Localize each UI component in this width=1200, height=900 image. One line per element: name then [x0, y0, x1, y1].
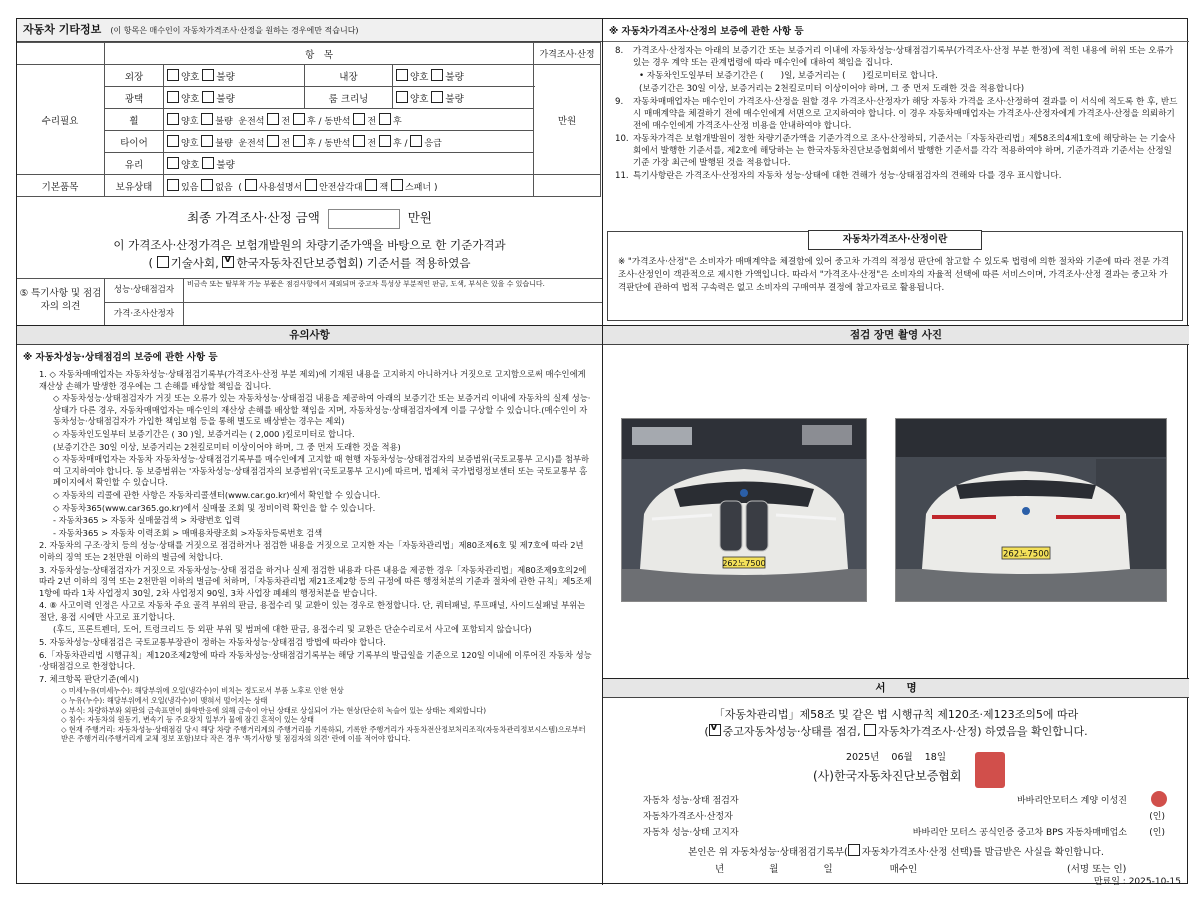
- rear-slash-text: 후 /: [306, 138, 322, 149]
- wheel-pass-front-checkbox[interactable]: [353, 113, 365, 125]
- notice-line: (보증기간은 30일 이상, 보증거리는 2천킬로미터 이상이어야 하며, 그 중 먼저 도래한 것을 적용): [53, 441, 401, 452]
- signature-rows: [603, 793, 1189, 841]
- buyer-sign: (서명 또는 인): [1067, 864, 1127, 875]
- criteria-line: ◇ 미세누유(미세누수): 해당부위에 오일(냉각수)이 비치는 정도로서 부품 노후로 인한 현상: [61, 686, 344, 696]
- item-text: 자동차매매업자는 매수인이 가격조사·산정을 원할 경우 가격조사·산정자가 해당 자동차 가격을 조사·산정하여 결과를 이 서식에 적도록 한 후, 반드시 매매계약을 체결하기 전에 매수인에게 서면으로 고지하여야 합니다. 이 경우 자동차매매업자는 가격조사·산정자에게 가격조사·산정을 의뢰하기 전에 매수인에게 가격조사·산정 비용을 안내하여야 합니다.: [633, 97, 1178, 131]
- notice-lines: [17, 367, 602, 744]
- buyer-label: 매수인: [889, 864, 918, 875]
- wheel-label: 휠: [105, 109, 164, 131]
- repair-label: 수리필요: [17, 65, 105, 175]
- signature-org: (사)한국자동차진단보증협회: [813, 769, 962, 783]
- signature-date: [603, 749, 1189, 763]
- receipt-appraisal-checkbox[interactable]: [848, 844, 860, 856]
- rear-slash-text: 후 /: [306, 116, 322, 127]
- wheel-good-checkbox[interactable]: [167, 113, 179, 125]
- signature-line2: [603, 723, 1189, 739]
- good-text: 양호: [181, 116, 199, 127]
- emergency-text: 응급: [424, 138, 442, 149]
- sign-day: 18일: [924, 752, 947, 763]
- tire-driver-front-checkbox[interactable]: [267, 135, 279, 147]
- tire-emergency-checkbox[interactable]: [410, 135, 422, 147]
- appraiser-label: 가격·조사산정자: [105, 303, 184, 325]
- basis-opt1-text: 기술사회,: [170, 255, 219, 270]
- interior-label: 내장: [304, 65, 392, 87]
- repair-price-unit: 만원: [534, 65, 601, 175]
- signature-row: [603, 825, 1189, 841]
- extra-info-table: 항 목 가격조사·산정 수리필요 외장 양호 불량 내장 양호 불량 만원 광택 양호 불량 룸 크리닝 양호 불량 휠 양호 불량 운전석 전 후 / 동반석 전 후 타이어 양호 불량 운전석 전 후 / 동반석 전 후 / 응급 유리 양호 불량 기본품목 보유상태 있음 없음 ( 사용설명서 안전삼각대 잭 스패너 ): [17, 42, 601, 197]
- tire-pass-rear-checkbox[interactable]: [379, 135, 391, 147]
- jack-checkbox[interactable]: [365, 179, 377, 191]
- col-price-header: 가격조사·산정: [534, 43, 601, 65]
- bad-text: 불량: [216, 159, 235, 171]
- manual-checkbox[interactable]: [245, 179, 257, 191]
- basic-items-label: 기본품목: [17, 175, 105, 197]
- rear-car-photo: [895, 418, 1167, 602]
- gloss-label: 광택: [105, 87, 164, 109]
- glass-good-checkbox[interactable]: [167, 157, 179, 169]
- good-text: 양호: [181, 71, 200, 83]
- have-checkbox[interactable]: [167, 179, 179, 191]
- triangle-checkbox[interactable]: [305, 179, 317, 191]
- item-number: 10.: [615, 134, 629, 144]
- notice-line: ◇ 자동차365(www.car365.go.kr)에서 실매물 조회 및 정비이력 확인을 할 수 있습니다.: [53, 502, 376, 513]
- good-text: 양호: [410, 71, 429, 83]
- glass-label: 유리: [105, 153, 164, 175]
- basis-end-text: ) 기준서를 적용하였음: [358, 255, 471, 270]
- spanner-checkbox[interactable]: [391, 179, 403, 191]
- receipt-line: [603, 844, 1189, 858]
- glass-bad-checkbox[interactable]: [202, 157, 214, 169]
- right-bottom-panel: [603, 326, 1189, 885]
- front-text: 전: [367, 116, 377, 127]
- appraisal-definition-box: [607, 231, 1183, 321]
- inspection-checkbox[interactable]: [709, 724, 721, 736]
- tire-label: 타이어: [105, 131, 164, 153]
- item-number: [615, 83, 633, 95]
- criteria-line: ◇ 누유(누수): 해당부위에서 오일(냉각수)이 맺혀서 떨어지는 상태: [61, 696, 268, 706]
- extra-info-panel: [17, 19, 602, 325]
- signature-line1: 「자동차관리법」제58조 및 같은 법 시행규칙 제120조·제123조의5에 따라: [713, 708, 1079, 721]
- wheel-driver-front-checkbox[interactable]: [267, 113, 279, 125]
- notice-line: 3. 자동차성능·상태점검자가 거짓으로 자동차성능·상태 점검을 하거나 실제 점검한 내용과 다른 내용을 제공한 경우「자동차관리법」제80조제9호의2에 따라 2년 이하의 징역 또는 2천만원 이하의 벌금에 처하며,「자동차관리법 제21조제2항 등의 규정에 따른 행정처분의 기준과 절차에 관한 규칙」제5조제1항에 따라 1차 사업정지 30일, 2차 사업정지 90일, 3차 사업장 폐쇄의 행정처분을 받습니다.: [39, 564, 592, 598]
- blank-month: 월: [769, 864, 779, 875]
- inspector-opinion: 비금속 또는 탈부착 가능 부품은 점검사항에서 제외되며 중고차 특성상 부분적인 판금, 도색, 부식은 있을 수 있습니다.: [187, 280, 545, 288]
- criteria-line: ◇ 현재 주행거리: 자동차성능·상태점검 당시 해당 차량 주행거리계의 주행거리를 기록하되, 기록한 주행거리가 자동차전산정보처리조직(자동차관리정보시스템)으로부터 받은 주행거리(주행거리계 교체 정보 포함)보다 작은 경우 '특기사항 및 점검자의 의견' 란에 이를 적어야 합니다.: [61, 724, 586, 744]
- front-text: 전: [367, 138, 377, 149]
- signature-role: 자동차 성능·상태 고지자: [643, 828, 739, 838]
- bad-text: 불량: [445, 71, 464, 83]
- manual-text: 사용설명서: [258, 182, 303, 193]
- special-label: ⑤ 특기사항 및 점검자의 의견: [17, 278, 105, 325]
- signature-title: 서 명: [603, 679, 1189, 698]
- line2-appraisal: 자동차가격조사·산정) 하였음을 확인합니다.: [878, 725, 1088, 738]
- appraisal-definition-title: 자동차가격조사·산정이란: [808, 230, 982, 250]
- document-frame: [16, 18, 1188, 884]
- none-text: 없음: [215, 182, 233, 193]
- none-checkbox[interactable]: [201, 179, 213, 191]
- basis-opt1-checkbox[interactable]: [157, 256, 169, 268]
- notice-line: (후드, 프론트펜더, 도어, 트렁크리드 등 외판 부위 및 범퍼에 대한 판금, 용접수리 및 교환은 단순수리로서 사고에 포함되지 않습니다): [53, 624, 532, 635]
- notice-line: 4. ⑧ 사고이력 인정은 사고로 자동차 주요 골격 부위의 판금, 용접수리 및 교환이 있는 경우로 한정합니다. 단, 쿼터패널, 루프패널, 사이드실패널 부위는 절단, 용접 시에만 사고로 표기합니다.: [39, 600, 586, 622]
- final-price-row: [17, 208, 602, 229]
- price-warranty-item: [615, 133, 1181, 169]
- criteria-line: ◇ 부식: 차량하부와 외판의 금속표면이 화학반응에 의해 금속이 아닌 상태로 상실되어 가는 현상(단순히 녹슬어 있는 상태는 제외합니다): [61, 705, 487, 715]
- bad-text: 불량: [215, 138, 233, 149]
- triangle-text: 안전삼각대: [319, 182, 363, 193]
- wheel-driver-rear-checkbox[interactable]: [293, 113, 305, 125]
- driver-side-text: 운전석: [238, 116, 265, 127]
- appraisal-checkbox[interactable]: [864, 724, 876, 736]
- basic-price-unit: [534, 175, 601, 197]
- signature-role: 자동차가격조사·산정자: [643, 812, 733, 822]
- notice-subtitle: ※ 자동차성능·상태점검의 보증에 관한 사항 등: [23, 352, 218, 363]
- notice-line: 7. 체크항목 판단기준(예시): [39, 673, 139, 684]
- basis-line2: ( 기술사회, v 한국자동차진단보증협회) 기준서를 적용하였음: [17, 255, 602, 271]
- bad-text: 불량: [216, 93, 235, 105]
- driver-side-text: 운전석: [238, 138, 265, 149]
- line2-open: (: [704, 725, 709, 738]
- spanner-text: 스패너: [405, 182, 432, 193]
- signature-name: 바바리안 모터스 공식인증 중고차 BPS 자동차매매업소: [912, 828, 1127, 838]
- passenger-side-text: 동반석: [324, 138, 351, 149]
- owned-state-label: 보유상태: [105, 175, 164, 197]
- price-warranty-item: [615, 170, 1181, 182]
- bad-text: 불량: [445, 93, 464, 105]
- bad-text: 불량: [215, 116, 233, 127]
- signature-row: [603, 809, 1189, 825]
- front-text: 전: [281, 116, 291, 127]
- signature-row: [603, 793, 1189, 809]
- notice-line: ◇ 자동차인도일부터 보증기간은 ( 30 )일, 보증거리는 ( 2,000 )킬로미터로 합니다.: [53, 428, 355, 439]
- signature-role: 자동차 성능·상태 점검자: [643, 796, 739, 806]
- seal-mark: (인): [1149, 812, 1165, 822]
- notice-line: - 자동차365 > 자동차 실매물검색 > 차량번호 입력: [53, 515, 241, 526]
- room-good-checkbox[interactable]: [396, 91, 408, 103]
- notice-line: ◇ 자동차매매업자는 자동차 자동차성능·상태점검기록부를 매수인에게 고지할 때 현행 자동차성능·상태점검자의 보증범위(국토교통부 고시)를 첨부하여 고지하여야 합니다. 동 보증범위는 '자동차성능·상태점검자의 보증범위'(국토교통부 고시)에 따르며, 법제처 국가법령정보센터 또는 국토교통부 홈페이지에서 확인할 수 있습니다.: [53, 454, 590, 488]
- passenger-side-text: 동반석: [324, 116, 351, 127]
- expiry-date: 만료일 : 2025-10-15: [1093, 877, 1181, 885]
- personal-seal-stamp: [1151, 791, 1167, 807]
- appraisal-definition-text: ※ "가격조사·산정"은 소비자가 매매계약을 체결함에 있어 중고차 가격의 적정성 판단에 참고할 수 있도록 법령에 의한 절차와 기준에 따라 전문 가격조사·산정인이 객관적으로 제시한 가액입니다. 따라서 "가격조사·산정"은 소비자의 자율적 선택에 따른 서비스이며, 가격조사·산정 결과는 중고차 가격판단에 관하여 법적 구속력은 없고 소비자의 구매여부 결정에 참고자료로 활용됩니다.: [618, 257, 1170, 293]
- blank-day: 일: [823, 864, 833, 875]
- seal-mark: (인): [1149, 828, 1165, 838]
- photos-title: 점검 장면 촬영 사진: [603, 326, 1189, 345]
- price-warranty-item: [615, 45, 1181, 69]
- notice-line: ◇ 자동차성능·상태점검자가 거짓 또는 오류가 있는 자동차성능·상태점검 내용을 제공하여 아래의 보증기간 또는 보증거리 이내에 자동차의 실제 성능·상태가 다른 경우, 자동차매매업자는 매수인의 재산상 손해를 배상할 책임을 지며, 자동차성능·상태점검자에게 이를 구상할 수 있습니다.(매수인이 자동차성능·상태점검자가 가입한 책임보험 등을 통해 별도로 배상받는 경우는 제외): [53, 393, 591, 427]
- notice-title: 유의사항: [17, 326, 602, 345]
- good-text: 양호: [181, 93, 200, 105]
- room-cleaning-label: 룸 크리닝: [304, 87, 392, 109]
- good-text: 양호: [410, 93, 429, 105]
- sign-month: 06월: [891, 752, 913, 763]
- notice-line: 1. ◇ 자동차매매업자는 자동차성능·상태점검기록부(가격조사·산정 부분 제외)에 기재된 내용을 고지하지 아니하거나 거짓으로 고지함으로써 매수인에게 재산상 손해가 발생한 경우에는 그 손해를 배상할 책임을 집니다.: [39, 369, 586, 391]
- bad-text: 불량: [216, 71, 235, 83]
- signature-name: 바바리안모터스 계양 이성진: [1016, 796, 1127, 806]
- wheel-bad-checkbox[interactable]: [201, 113, 213, 125]
- notice-line: 2. 자동차의 구조·장치 등의 성능·상태를 거짓으로 점검하거나 점검한 내용을 거짓으로 고지한 자는「자동차관리법」제80조제6호 및 제7호에 따라 2년 이하의 징역 또는 2천만원 이하의 벌금에 처합니다.: [39, 540, 584, 562]
- buyer-date-row: [715, 861, 917, 875]
- front-car-image: [622, 419, 866, 601]
- gloss-bad-checkbox[interactable]: [202, 91, 214, 103]
- price-warranty-title: ※ 자동차가격조사·산정의 보증에 관한 사항 등: [603, 19, 1189, 42]
- price-warranty-item: [615, 70, 1181, 82]
- price-warranty-item: [615, 83, 1181, 95]
- item-text: 특기사항란은 가격조사·산정자의 자동차 성능·상태에 대한 견해가 성능·상태점검자의 견해와 다를 경우 표시합니다.: [633, 171, 1062, 181]
- good-text: 양호: [181, 159, 200, 171]
- interior-bad-checkbox[interactable]: [431, 69, 443, 81]
- tire-good-checkbox[interactable]: [167, 135, 179, 147]
- item-text: • 자동차인도일부터 보증기간은 ( )일, 보증거리는 ( )킬로미터로 합니다.: [639, 71, 938, 81]
- item-number: 9.: [615, 97, 624, 107]
- basis-line1: 이 가격조사·산정가격은 보험개발원의 차량기준가액을 바탕으로 한 기준가격과: [113, 237, 506, 252]
- sign-year: 2025년: [845, 752, 880, 763]
- line2-inspection: 중고자동차성능·상태를 점검,: [722, 725, 861, 738]
- basis-opt2-text: 한국자동차진단보증협회: [236, 255, 359, 270]
- receipt-text-b: 자동차가격조사·산정 선택)를 발급받은 사실을 확인합니다.: [861, 847, 1104, 858]
- special-notes-block: [17, 278, 602, 325]
- inspector-label: 성능·상태점검자: [105, 278, 184, 303]
- price-warranty-panel: [603, 19, 1189, 325]
- rear-text: 후: [392, 116, 402, 127]
- front-plate-text: 262노7500: [722, 559, 766, 568]
- room-bad-checkbox[interactable]: [431, 91, 443, 103]
- have-text: 있음: [181, 182, 199, 193]
- item-text: (보증기간은 30일 이상, 보증거리는 2천킬로미터 이상이어야 하며, 그 중 먼저 도래한 것을 적용합니다): [639, 84, 1025, 94]
- rear-slash-text: 후 /: [392, 138, 408, 149]
- blank-year: 년: [715, 864, 725, 875]
- final-price-label: 최종 가격조사·산정 금액: [187, 210, 320, 225]
- final-price-block: [17, 202, 602, 279]
- notice-panel: [17, 326, 602, 885]
- criteria-line: ◇ 침수: 자동차의 원동기, 변속기 등 주요장치 일부가 물에 잠긴 흔적이 있는 상태: [61, 715, 314, 725]
- col-item-header: 항 목: [105, 43, 534, 65]
- gloss-good-checkbox[interactable]: [167, 91, 179, 103]
- good-text: 양호: [181, 138, 199, 149]
- notice-line: 5. 자동차성능·상태점검은 국토교통부장관이 정하는 자동차성능·상태점검 방법에 따라야 합니다.: [39, 637, 386, 648]
- item-number: 8.: [615, 46, 624, 56]
- front-car-photo: [621, 418, 867, 602]
- price-warranty-items: [603, 42, 1189, 182]
- final-price-input[interactable]: [328, 209, 400, 229]
- tire-bad-checkbox[interactable]: [201, 135, 213, 147]
- final-price-unit: 만원: [407, 210, 432, 225]
- interior-good-checkbox[interactable]: [396, 69, 408, 81]
- item-text: 자동차가격은 보험개발원이 정한 차량기준가액을 기준가격으로 조사·산정하되, 기준서는「자동차관리법」제58조의4제1호에 해당하는 는 기술사회에서 발행한 기준서를, 제2호에 해당하는 는 한국자동차진단보증협회에서 발행한 기준서를 각각 적용하여야 하며, 기준가격과 기준서는 산정일 기준 가장 최근에 발행된 것을 적용합니다.: [633, 134, 1176, 168]
- extra-info-note: (이 항목은 매수인이 자동차가격조사·산정을 원하는 경우에만 적습니다): [110, 26, 359, 35]
- item-text: 가격조사·산정자는 아래의 보증기간 또는 보증거리 이내에 자동차성능·상태점검기록부(가격조사·산정 부분 한정)에 적힌 내용에 허위 또는 오류가 있는 경우 계약 또는 관계법령에 따라 매수인에 대하여 책임을 집니다.: [633, 46, 1174, 68]
- exterior-bad-checkbox[interactable]: [202, 69, 214, 81]
- notice-line: - 자동차365 > 자동차 이력조회 > 매매용차량조회 >자동차등록번호 검색: [53, 527, 323, 538]
- tire-driver-rear-checkbox[interactable]: [293, 135, 305, 147]
- front-text: 전: [281, 138, 291, 149]
- rear-plate-text: 262노7500: [1002, 549, 1050, 560]
- rear-car-image: [896, 419, 1166, 601]
- price-warranty-item: [615, 96, 1181, 132]
- basis-opt2-checkbox[interactable]: [222, 256, 234, 268]
- item-number: [615, 70, 633, 82]
- notice-line: ◇ 자동차의 리콜에 관한 사항은 자동차리콜센터(www.car.go.kr)에서 확인할 수 있습니다.: [53, 489, 381, 500]
- extra-info-title: 자동차 기타정보: [23, 23, 102, 36]
- item-number: 11.: [615, 171, 629, 181]
- exterior-good-checkbox[interactable]: [167, 69, 179, 81]
- notice-line: 6.「자동차관리법 시행규칙」제120조제2항에 따라 자동차성능·상태점검기록부는 해당 기록부의 발급일을 기준으로 120일 이내에 이루어진 자동차 성능·상태점검으로 한정합니다.: [39, 649, 592, 672]
- tire-pass-front-checkbox[interactable]: [353, 135, 365, 147]
- org-seal-stamp: [975, 752, 1005, 788]
- receipt-text-a: 본인은 위 자동차성능·상태점검기록부(: [688, 847, 848, 858]
- wheel-pass-rear-checkbox[interactable]: [379, 113, 391, 125]
- exterior-label: 외장: [105, 65, 164, 87]
- jack-text: 잭: [379, 182, 389, 193]
